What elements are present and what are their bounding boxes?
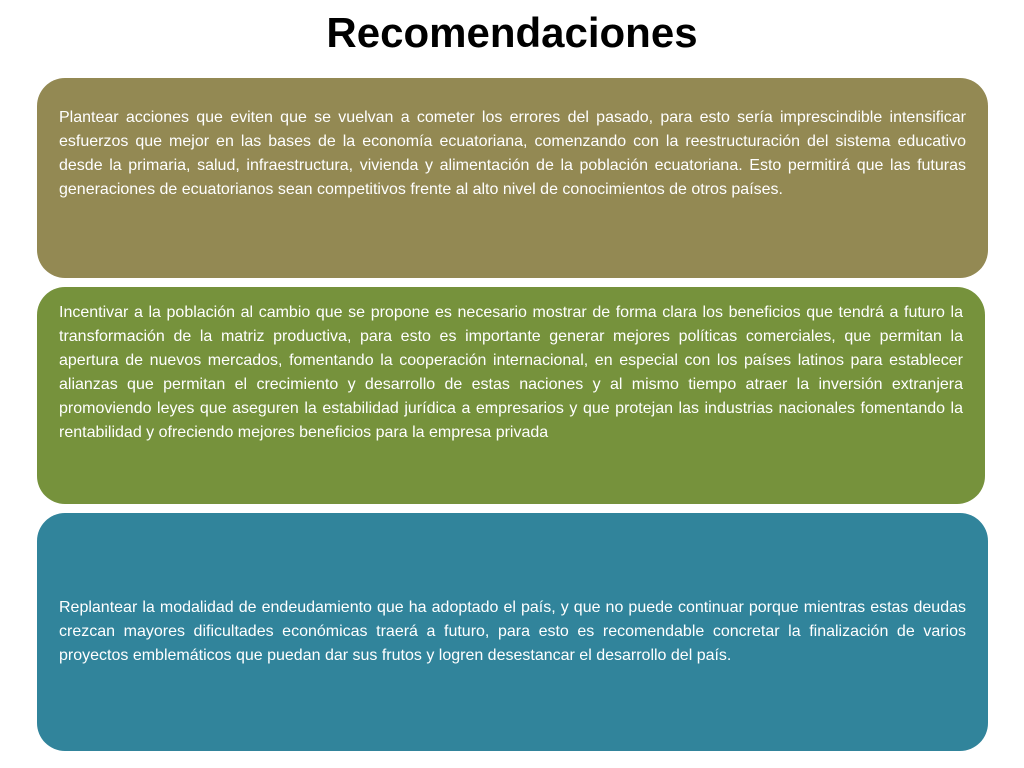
recommendation-text-1: Plantear acciones que eviten que se vuelvan a cometer los errores del pasado, para esto sería imprescindible intensificar esfuerzos que mejor en las bases de la economía ecuatoriana, comenzando con la reestructuración del sistema educativo desde la primaria, salud, infraestructura, vivienda y alimentación de la población ecuatoriana. Esto permitirá que las futuras generaciones de ecuatorianos sean competitivos frente al alto nivel de conocimientos de otros países. — [59, 109, 966, 198]
slide-title: Recomendaciones — [326, 9, 698, 56]
recommendation-box-1 — [37, 78, 988, 278]
recommendation-box-3 — [37, 513, 988, 751]
recommendation-text-3: Replantear la modalidad de endeudamiento que ha adoptado el país, y que no puede continuar porque mientras estas deudas crezcan mayores dificultades económicas traerá a futuro, para esto es recomendable concretar la finalización de varios proyectos emblemáticos que puedan dar sus frutos y logren desestancar el desarrollo del país. — [59, 599, 966, 664]
recommendation-box-2 — [37, 287, 985, 504]
recommendation-text-2: Incentivar a la población al cambio que se propone es necesario mostrar de forma clara los beneficios que tendrá a futuro la transformación de la matriz productiva, para esto es importante generar mejores políticas comerciales, que permitan la apertura de nuevos mercados, fomentando la cooperación internacional, en especial con los países latinos para establecer alianzas que permitan el crecimiento y desarrollo de estas naciones y al mismo tiempo atraer la inversión extranjera promoviendo leyes que aseguren la estabilidad jurídica a empresarios y que protejan las industrias nacionales fomentando la rentabilidad y ofreciendo mejores beneficios para la empresa privada — [59, 304, 963, 441]
